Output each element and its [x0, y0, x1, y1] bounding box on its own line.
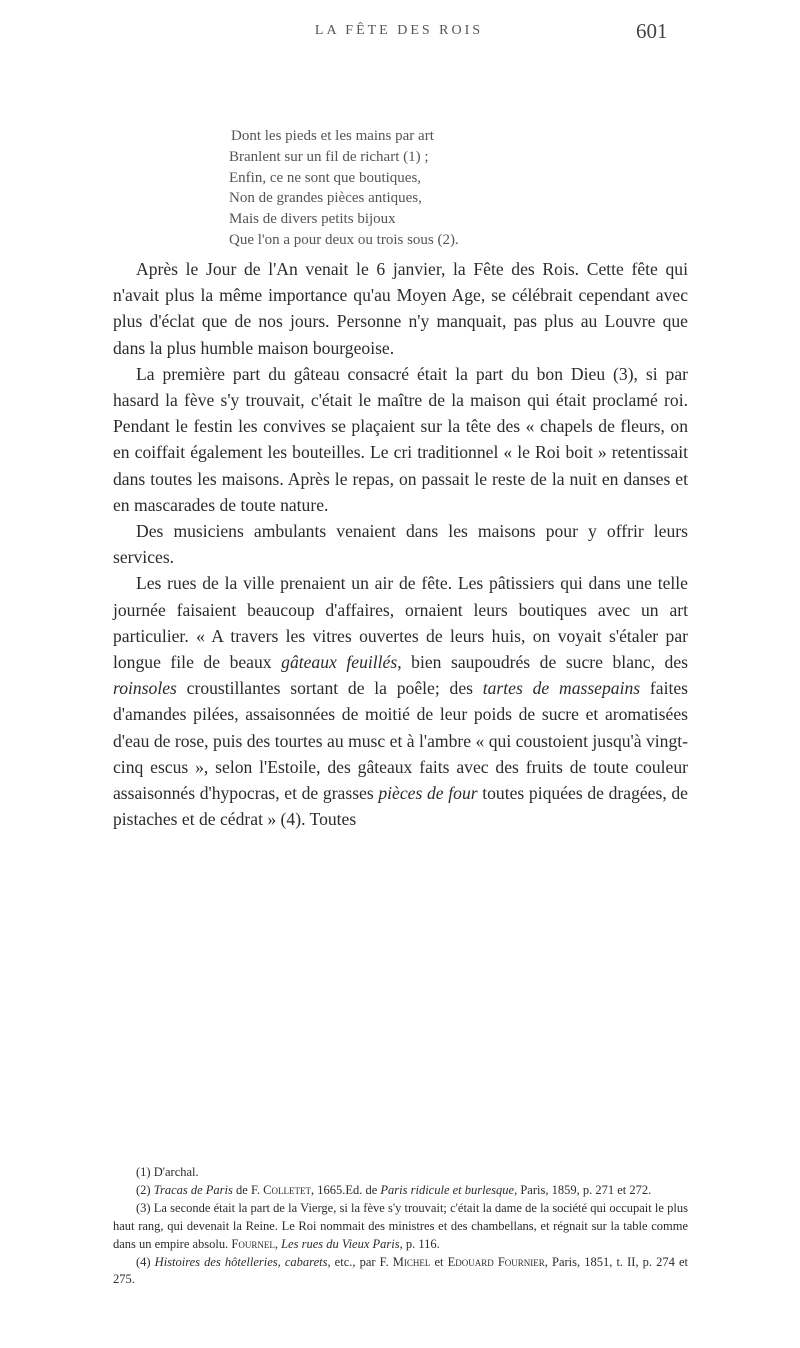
text-run: , 1665.Ed. de [310, 1182, 381, 1197]
text-run: de F. [232, 1182, 264, 1197]
text-run: croustillantes sortant de la poêle; des [176, 678, 483, 699]
footnote-1: (1) D'archal. [136, 1165, 199, 1179]
italic-title: Les rues du Vieux Paris [281, 1236, 400, 1251]
footnote-2 [113, 1182, 688, 1200]
text-run: , Paris, 1859, p. 271 et 272. [514, 1182, 652, 1197]
italic-title: Histoires des hôtelleries, cabarets [154, 1254, 328, 1269]
paragraph [113, 570, 688, 832]
author-name: Edouard Fournier [447, 1254, 545, 1269]
text-run: et [430, 1254, 448, 1269]
footnote-3 [113, 1200, 688, 1254]
verse-line: Non de grandes pièces antiques, [229, 190, 422, 207]
paragraph: Après le Jour de l'An venait le 6 janvier, la Fête des Rois. Cette fête qui n'avait plus la même importance qu'au Moyen Age, se célébrait cependant avec plus d'éclat que de nos jours. Personne n'y manquait, pas plus au Louvre que dans la plus humble maison bourgeoise. [113, 259, 688, 358]
italic-title: Tracas de Paris [153, 1182, 233, 1197]
author-name: Michel [392, 1254, 431, 1269]
italic-term: tartes de massepains [482, 678, 641, 699]
text-run: , bien saupoudrés de sucre blanc, des [397, 652, 689, 673]
paragraph: La première part du gâteau consacré était la part du bon Dieu (3), si par hasard la fève s'y trouvait, c'était le maître de la maison qui était proclamé roi. Pendant le festin les convives se plaçaient sur la tête des « chapels de fleurs, on en coiffait également les bouteilles. Le cri traditionnel « le Roi boit » retentissait dans toutes les maisons. Après le repas, on passait le reste de la nuit en danses et en mascarades de toute nature. [113, 363, 688, 515]
italic-term: pièces de four [378, 783, 478, 804]
text-run: (2) [136, 1182, 154, 1197]
text-run: , etc., par F. [327, 1254, 393, 1269]
author-name: Colletet [263, 1182, 311, 1197]
paragraph: Des musiciens ambulants venaient dans les maisons pour y offrir leurs services. [113, 521, 688, 568]
body-text [113, 256, 688, 832]
text-run: faites d'amandes pilées, assaisonnées de moitié de leur poids de sucre et aromatisées d'eau de rose, puis des tourtes au musc et à l'ambre « qui coustoient jusqu'à vingt-cinq escus », selon l'Estoile, des gâteaux faits avec des fruits de toute couleur assaisonnés d'hypocras, et de grasses [113, 678, 689, 804]
footnotes [113, 1164, 688, 1289]
running-title: LA FÊTE DES ROIS [314, 23, 484, 38]
page-number: 601 [636, 19, 668, 43]
italic-term: gâteaux feuillés [281, 652, 398, 673]
verse-line: Dont les pieds et les mains par art [231, 128, 434, 144]
text-run: , [274, 1236, 282, 1251]
verse-line: Branlent sur un fil de richart (1) ; [229, 148, 429, 165]
italic-title: Paris ridicule et burlesque [380, 1182, 515, 1197]
text-run: toutes piquées de dragées, de pistaches et de cédrat » (4). Toutes [113, 783, 688, 830]
text-run: (4) [136, 1254, 155, 1269]
text-run: (3) La seconde était la part de la Vierge, si la fève s'y trouvait; c'était la dame de la société qui occupait le plus haut rang, qui devenait la Reine. Le Roi nommait des ministres et des chambellans, et régnait sur la table comme dans un empire absolu. [113, 1200, 688, 1251]
verse-line: Enfin, ce ne sont que boutiques, [229, 169, 422, 186]
footnote-4 [113, 1254, 688, 1290]
text-run: , Paris, 1851, t. II, p. 274 et 275. [113, 1254, 688, 1287]
verse-line: Que l'on a pour deux ou trois sous (2). [229, 231, 459, 248]
text-run: Les rues de la ville prenaient un air de fête. Les pâtissiers qui dans une telle journée faisaient beaucoup d'affaires, ornaient leurs boutiques avec un art particulier. « A travers les vitres ouvertes de leurs huis, on voyait s'étaler par longue file de beaux [113, 573, 688, 673]
verse-quotation [229, 126, 609, 251]
text-run: , p. 116. [399, 1236, 440, 1251]
verse-line: Mais de divers petits bijoux [229, 211, 396, 228]
author-name: Fournel [231, 1236, 275, 1251]
italic-term: roinsoles [113, 678, 177, 699]
